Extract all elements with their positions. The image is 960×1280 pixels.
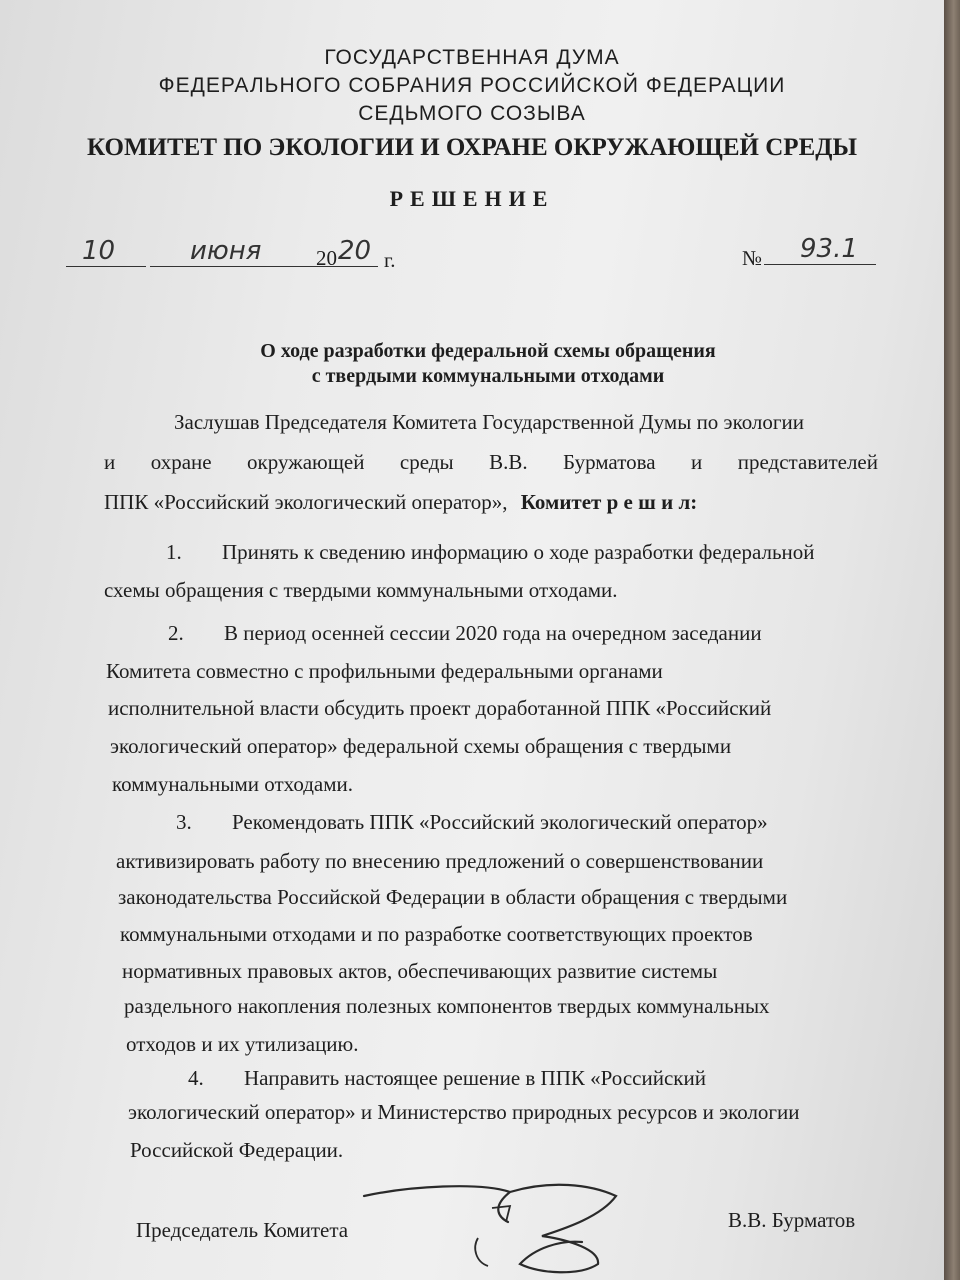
signatory-name: В.В. Бурматов xyxy=(728,1208,856,1232)
item-number: 4. xyxy=(188,1066,204,1090)
header-convocation: СЕДЬМОГО СОЗЫВА xyxy=(358,102,586,125)
date-year-suffix: 20 xyxy=(338,236,372,266)
item-4-line: экологический оператор» и Министерство природных ресурсов и экологии xyxy=(128,1100,800,1124)
item-3-line: законодательства Российской Федерации в области обращения с твердыми xyxy=(118,885,788,909)
item-3-line: активизировать работу по внесению предложений о совершенствовании xyxy=(116,849,764,873)
number-underline xyxy=(764,264,876,265)
item-number: 1. xyxy=(166,540,182,564)
decision-title-line1: О ходе разработки федеральной схемы обращения xyxy=(260,340,716,362)
date-month: июня xyxy=(190,236,262,266)
item-2-line: Комитета совместно с профильными федеральными органами xyxy=(106,659,663,683)
intro-word: охране xyxy=(150,450,212,474)
intro-line3 xyxy=(104,490,697,515)
item-2-first-line xyxy=(168,621,762,646)
item-text: Принять к сведению информацию о ходе разработки федеральной xyxy=(222,540,815,564)
decision-heading: РЕШЕНИЕ xyxy=(389,186,555,211)
item-text: Рекомендовать ППК «Российский экологический оператор» xyxy=(232,810,768,834)
date-day: 10 xyxy=(82,236,116,266)
item-1-line: схемы обращения с твердыми коммунальными отходами. xyxy=(104,578,618,602)
item-4-line: Российской Федерации. xyxy=(130,1138,344,1162)
item-3-line: нормативных правовых актов, обеспечивающих развитие системы xyxy=(122,959,718,983)
intro-word: окружающей xyxy=(247,450,365,474)
date-year-underline xyxy=(316,266,378,267)
item-3-line: раздельного накопления полезных компонентов твердых коммунальных xyxy=(124,994,770,1018)
item-number: 3. xyxy=(176,810,192,834)
intro-word: Бурматова xyxy=(563,450,656,474)
intro-word: В.В. xyxy=(489,450,528,474)
item-3-line: коммунальными отходами и по разработке соответствующих проектов xyxy=(120,922,753,946)
date-month-underline xyxy=(150,266,320,267)
header-duma: ГОСУДАРСТВЕННАЯ ДУМА xyxy=(324,46,620,69)
intro-word: представителей xyxy=(737,450,878,474)
table-edge xyxy=(944,0,960,1280)
handwritten-signature xyxy=(360,1178,660,1278)
item-2-line: экологический оператор» федеральной схемы обращения с твердыми xyxy=(110,734,732,758)
decision-title-line2: с твердыми коммунальными отходами xyxy=(311,365,665,387)
decision-number: 93.1 xyxy=(800,234,858,264)
date-day-underline xyxy=(66,266,146,267)
item-text: В период осенней сессии 2020 года на очередном заседании xyxy=(224,621,762,645)
signatory-position: Председатель Комитета xyxy=(136,1218,349,1242)
intro-word: и xyxy=(691,450,703,474)
item-2-line: коммунальными отходами. xyxy=(112,772,354,796)
item-3-line: отходов и их утилизацию. xyxy=(126,1032,359,1056)
item-2-line: исполнительной власти обсудить проект доработанной ППК «Российский xyxy=(108,696,772,720)
intro-resolved: Комитет р е ш и л: xyxy=(520,490,698,514)
intro-line2 xyxy=(104,450,878,475)
intro-word: и xyxy=(104,450,116,474)
item-text: Направить настоящее решение в ППК «Российский xyxy=(244,1066,706,1090)
intro-line3-text: ППК «Российский экологический оператор», xyxy=(104,490,508,514)
item-1-first-line xyxy=(166,540,815,565)
header-assembly: ФЕДЕРАЛЬНОГО СОБРАНИЯ РОССИЙСКОЙ ФЕДЕРАЦИИ xyxy=(158,74,786,97)
item-3-first-line xyxy=(176,810,768,835)
intro-word: среды xyxy=(399,450,454,474)
number-sign: № xyxy=(742,246,763,270)
item-4-first-line xyxy=(188,1066,706,1091)
item-number: 2. xyxy=(168,621,184,645)
intro-line1: Заслушав Председателя Комитета Государственной Думы по экологии xyxy=(174,410,804,434)
date-year-prefix: 20 xyxy=(316,246,337,270)
committee-name: КОМИТЕТ ПО ЭКОЛОГИИ И ОХРАНЕ ОКРУЖАЮЩЕЙ СРЕДЫ xyxy=(87,134,857,161)
date-g: г. xyxy=(384,248,396,272)
